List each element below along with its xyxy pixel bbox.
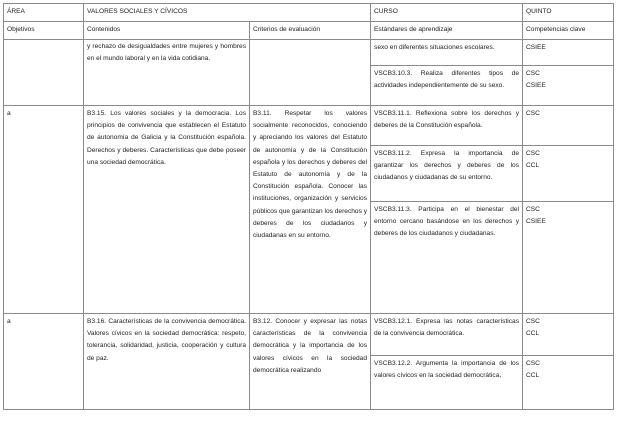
competencia-cell: CSIEE <box>523 40 614 66</box>
competencia-code: CSC <box>526 360 540 367</box>
col-criterios: Criterios de evaluación <box>250 22 371 40</box>
competencia-code: CSC <box>526 150 540 157</box>
estandar-cell: VSCB3.11.3. Participa en el bienestar del entorno cercano basándose en los derechos y deberes de los ciudadanos y ciudadanas. <box>371 202 523 314</box>
competencia-code: CSC <box>526 206 540 213</box>
estandar-cell: VSCB3.12.1. Expresa las notas características de la convivencia democrática. <box>371 314 523 356</box>
competencia-code: CSIEE <box>526 82 546 90</box>
table-row <box>4 314 614 356</box>
col-objetivos: Objetivos <box>4 22 84 40</box>
col-competencias: Competencias clave <box>523 22 614 40</box>
header-row <box>4 4 614 22</box>
criterio-cell <box>250 40 371 106</box>
criterio-cell: B3.11. Respetar los valores socialmente reconocidos, conociendo y apreciando los valores del Estatuto de autonomía y de la Constitución española y los derechos y deberes del Estatuto de autonomía y de la Constitución española. Conocer las instituciones, organización y servicios públicos que garantizan los derechos y deberes de los ciudadanos y ciudadanas en su entorno. <box>250 106 371 314</box>
table-row <box>4 106 614 146</box>
competencia-code: CSC <box>526 318 540 325</box>
column-header-row <box>4 22 614 40</box>
criterio-cell: B3.12. Conocer y expresar las notas características de la convivencia democrática y la importancia de los valores cívicos en la sociedad democrática realizando <box>250 314 371 410</box>
competencia-cell: CSC <box>523 106 614 146</box>
contenido-cell: B3.15. Los valores sociales y la democracia. Los principios de convivencia que establecen el Estatuto de autonomía de Galicia y la Constitución española. Derechos y deberes. Características que debe poseer una sociedad democrática. <box>84 106 250 314</box>
subject-title: VALORES SOCIALES Y CÍVICOS <box>84 4 371 22</box>
contenido-cell: B3.16. Características de la convivencia democrática. Valores cívicos en la sociedad democrática: respeto, tolerancia, solidaridad, justicia, cooperación y cultura de paz. <box>84 314 250 410</box>
competencia-code: CSIEE <box>526 218 546 226</box>
competencia-code: CSC <box>526 70 540 77</box>
estandar-cell: VSCB3.11.1. Reflexiona sobre los derechos y deberes de la Constitución española. <box>371 106 523 146</box>
table-row <box>4 40 614 66</box>
objetivo-cell: a <box>4 314 84 410</box>
estandar-cell: VSCB3.12.2. Argumenta la importancia de los valores cívicos en la sociedad democrática, <box>371 356 523 410</box>
competencia-code: CCL <box>526 372 540 380</box>
competencia-cell <box>523 146 614 202</box>
contenido-cell: y rechazo de desigualdades entre mujeres y hombres en el mundo laboral y en la vida cotidiana. <box>84 40 250 106</box>
col-estandares: Estándares de aprendizaje <box>371 22 523 40</box>
estandar-cell: VSCB3.11.2. Expresa la importancia de garantizar los derechos y deberes de los ciudadanos y ciudadanas de su entorno. <box>371 146 523 202</box>
competencia-cell <box>523 314 614 356</box>
estandar-cell: sexo en diferentes situaciones escolares. <box>371 40 523 66</box>
objetivo-cell: a <box>4 106 84 314</box>
competencia-cell <box>523 202 614 314</box>
course-value: QUINTO <box>523 4 614 22</box>
area-label: ÁREA <box>4 4 84 22</box>
objetivo-cell <box>4 40 84 106</box>
competencia-code: CCL <box>526 330 540 338</box>
estandar-cell: VSCB3.10.3. Realiza diferentes tipos de actividades independientemente de su sexo. <box>371 66 523 106</box>
competencia-cell <box>523 66 614 106</box>
competencia-cell <box>523 356 614 410</box>
col-contenidos: Contenidos <box>84 22 250 40</box>
course-label: CURSO <box>371 4 523 22</box>
competencia-code: CCL <box>526 162 540 170</box>
curriculum-table <box>3 3 614 410</box>
